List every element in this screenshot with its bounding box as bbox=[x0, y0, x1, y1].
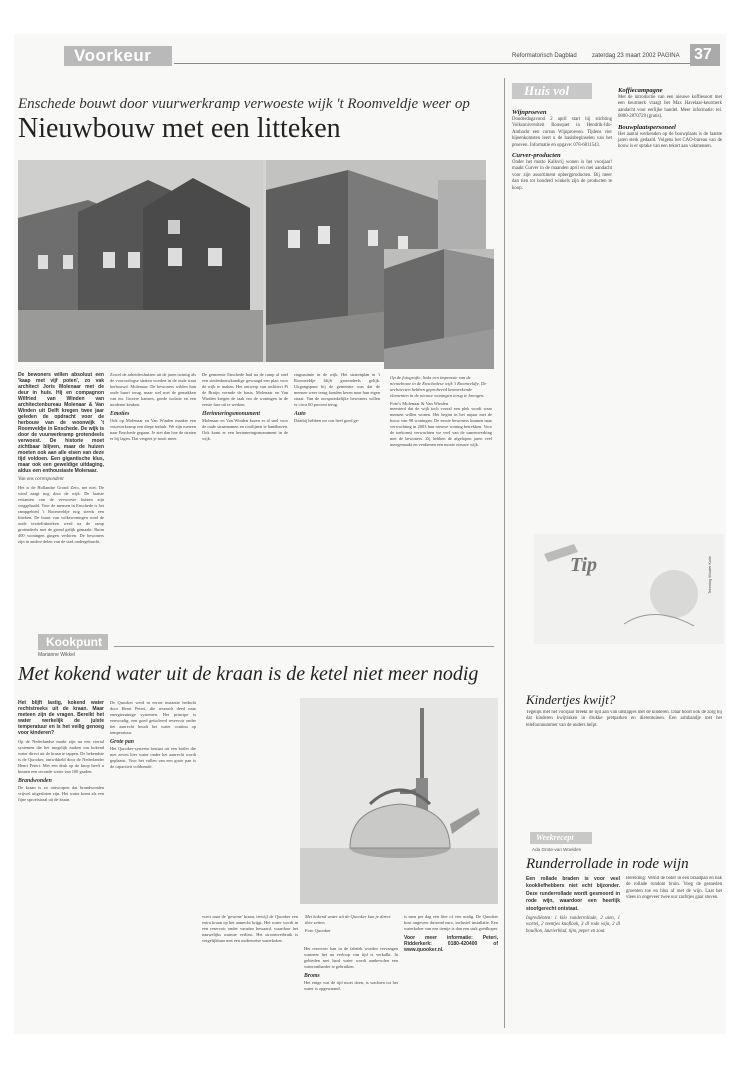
article1-subhead-auto: Auto bbox=[294, 411, 306, 417]
weekrecept-col2 bbox=[626, 876, 722, 1030]
article1-col2 bbox=[110, 372, 196, 642]
article2-headline: Met kokend water uit de kraan is de ketel niet meer nodig bbox=[18, 663, 479, 685]
article2-col1 bbox=[18, 700, 104, 1030]
article1-lead: De bewoners willen absoluut een 'kaap met vijf poten', zo vak architect Joris Molenaar met de deur in huis. Hij en compagnon Wilfried van Winden van architectenbureau Molenaar & Van Winden uit Delft kregen twee jaar geleden de opdracht voor de herbouw van de woonwijk 't Roomveldje in Enschede. De wijk is door de vuurwerkramp grotendeels verwoest. De historie moet zichtbaar blijven, maar de huizen moeten ook aan alle eisen van deze tijd voldoen. Een gigantische klus, maar ook een geweldige uitdaging, aldus een enthousiaste Molenaar. bbox=[18, 372, 104, 474]
huis-item4-text: Het aantal werkenden op de bouwplaats is de laatste jaren sterk gedaald. Volgens het CAO-bureau van de bouw is er sprake van een tekort aan vakmensen. bbox=[618, 131, 722, 150]
article2-col2-text: De Quooker werd in eerste instantie bedacht door Henri Peteri, die research deed naar energiezuinige systemen. Het principe is eenvoudig: een goed geïsoleerd reservoir onder het aanrecht houdt het water continu op temperatuur. bbox=[110, 700, 196, 735]
page-number: 37 bbox=[694, 46, 712, 63]
kinder-body: Tegelijk met het voorjaar breekt de tijd aan van uitstapjes met de kinderen. Daar hoort ook de zorg bij dat kinderen kwijtraken in drukke pretparken en dierentuinen. Een armbandje met het telefoonnummer van de ouders helpt. bbox=[526, 710, 722, 728]
huis-photo-credit: Tekening Wouter Kolm bbox=[708, 555, 712, 594]
article1-byline: Van ons correspondent bbox=[18, 477, 64, 482]
huis-item3-title: Koffiecampagne bbox=[618, 87, 663, 94]
paper-name: Reformatorisch Dagblad bbox=[512, 53, 577, 59]
article2-subhead-brandwonden: Brandwonden bbox=[18, 778, 52, 784]
tip-illustration bbox=[534, 534, 724, 644]
kinder-text bbox=[526, 710, 722, 820]
section-title: Voorkeur bbox=[74, 46, 152, 65]
article1-caption-text: Op de fotografie, links een impressie van de nieuwbouw in de Enschedese wijk 't Roomveldje. De architecten hebben geprobeerd kenmerkende elementen in de nieuwe woningen terug te brengen. bbox=[390, 375, 487, 398]
article2-subhead-broms: Broms bbox=[304, 973, 320, 979]
article1-caption bbox=[390, 375, 490, 407]
weekrecept-lead: Een rollade braden is voor veel kookliefhebbers niet echt bijzonder. Deze runderrollade wordt gesmoord in rode wijn, waardoor een heerlijk stoofgerecht ontstaat. bbox=[526, 876, 620, 912]
article1-col2-text2: Ook op Molenaar en Van Winden maakte een vuurwerkramp een diepe indruk. We zijn meteen naar Enschede gegaan. Je ziet dan hoe de straten er bij lagen. Dat vergeet je nooit meer. bbox=[110, 418, 196, 441]
kookpunt-title: Kookpunt bbox=[46, 635, 102, 649]
article1-col5 bbox=[390, 406, 492, 526]
article1-col5-text: meesterd dat de wijk toch vooral een plek wordt waar mensen willen wonen. Het begint in het najaar met de bouw van 98 woningen. De eerste bewoners kunnen naar verwachting in 2003 hun nieuwe woning betrekken. Voor de toekomst verwachten we veel van de samenwerking met de bewoners. Zij hebben de afgelopen jaren veel meegemaakt en verdienen een mooie nieuwe wijk. bbox=[390, 406, 492, 447]
article2-col2-text2: Het Quooker-systeem bestaat uit een boiler die met zeven liter water onder het aanrecht wordt geplaatst. Voor het vullen van een grote pan is de capaciteit voldoende. bbox=[110, 746, 196, 769]
photo-right-street bbox=[384, 249, 494, 369]
article2-col4 bbox=[304, 946, 398, 1030]
weekrecept-body: Bereiding: Verhit de boter in een braadpan en bak de rollade rondom bruin. Voeg de gesneden groenten toe en blus af met de wijn. Laat het vlees in ongeveer twee uur zachtjes gaar stoven. bbox=[626, 876, 722, 901]
article2-lead: Het blijft lastig, kokend water rechtstreeks uit de kraan. Maar meteen zijn de vragen. Bereikt het water werkelijk de juiste temperatuur en is het veilig genoeg voor kinderen? bbox=[18, 700, 104, 736]
article1-headline: Nieuwbouw met een litteken bbox=[18, 113, 341, 144]
article1-col3 bbox=[202, 372, 288, 642]
article1-col2-text: Zowel de arbeidershuizen uit de jaren twintig als de vooroorlogse straten worden in de oude trant herbouwd. Molenaar: De bewoners wilden hun oude buurt terug, maar wel met de gemakken van nu. Grotere kamers, goede isolatie en een moderne keuken. bbox=[110, 372, 196, 407]
column-divider bbox=[504, 78, 505, 1028]
article2-caption-credit: Foto Quooker bbox=[305, 928, 331, 933]
article1-col4 bbox=[294, 372, 380, 642]
article2-col3-text: voert naar de 'gewone' kraan, terwijl de Quooker een extra kraan op het aanrecht krijgt. Het water wordt in een reservoir onder vacuüm bewaard, waardoor het nauwelijks warmte verliest. Het stroomverbruik is vergelijkbaar met een ouderwetse waterkoker. bbox=[202, 914, 298, 943]
huis-col2 bbox=[618, 84, 722, 504]
article1-col3-text: De gemeente Enschede had na de ramp al snel een stedenbouwkundige gevraagd een plan voor de wijk te maken. Het ontwerp van architect Pi de Bruijn vormde de basis. Molenaar en Van Winden kregen de taak om de woningen in de eerste fase uit te werken. bbox=[202, 372, 288, 407]
huis-item1-title: Wijnproeven bbox=[512, 109, 547, 116]
kookpunt-rule bbox=[114, 646, 494, 647]
article2-col5-text: is men per dag een liter of vier nodig. De Quooker kost ongeveer duizend euro, inclusief installatie. Een waterkoker van een tientje is dan een stuk goedkoper. bbox=[404, 914, 498, 931]
masthead-rule bbox=[174, 63, 694, 64]
article2-col5 bbox=[404, 914, 498, 1030]
weekrecept-author: Ada Grote-van Woelden bbox=[532, 847, 582, 852]
huis-item1-text: Donderdagavond 2 april start bij stichting Volksuniversiteit Bousquet in Hendrik-Ido-Ambacht een cursus Wijnproeven. Tijdens vier bijeenkomsten leert u de basisbeginselen van het proeven. Informatie en opgave: 078-6811543. bbox=[512, 117, 612, 148]
article1-kicker: Enschede bouwt door vuurwerkramp verwoeste wijk 't Roomveldje weer op bbox=[18, 96, 470, 112]
article2-subhead-grote-pan: Grote pan bbox=[110, 739, 134, 745]
weekrecept-ingredients: Ingrediënten: 1 kilo runderrollade, 2 uien, 1 wortel, 2 teentjes knoflook, 3 dl rode wijn, 2 dl bouillon, laurierblad, tijm, peper en zout. bbox=[526, 916, 620, 934]
masthead bbox=[14, 34, 726, 68]
article2-col2 bbox=[110, 700, 196, 1030]
huis-item2-text: Onder het motto Kalkvrij wonen is het voorjaar! maakt Curver in de maanden april en mei aandacht voor zijn assortiment opbergproducten. Bij meer dan tien tot honderd winkels zijn de producten te koop. bbox=[512, 160, 612, 191]
article2-col4-text: Het reservoir kan in de fabriek worden vervangen wanneer het na verloop van tijd is verkalkt. In gebieden met hard water wordt aanbevolen een waterontharder te gebruiken. bbox=[304, 946, 398, 969]
article2-caption-text: Met kokend water uit de Quooker kun je direct thee zetten. bbox=[305, 914, 391, 925]
date-line: zaterdag 23 maart 2002 PAGINA bbox=[592, 53, 680, 59]
article2-col4-text2: Het enige wat de tijd moet doen, is wachten tot het water is opgewarmd. bbox=[304, 980, 398, 991]
article1-col1 bbox=[18, 372, 104, 642]
huis-item4-title: Bouwplaatspersoneel bbox=[618, 123, 676, 131]
huis-title: Huis vol bbox=[524, 83, 570, 98]
kookpunt-author: Marianne Wikkel bbox=[38, 652, 75, 658]
article2-col1-text2: De kraan is zo ontworpen dat brandwonden vrijwel uitgesloten zijn. Het water komt als een fijne sproeistraal uit de kraan. bbox=[18, 785, 104, 802]
tip-label: Tip bbox=[570, 554, 598, 576]
article1-col4-text2: Daarbij hebben we ons heel goed ge- bbox=[294, 418, 360, 423]
huis-item3-text: Met de introductie van een nieuwe koffiesoort met een keurmerk vraagt het Max Havelaar-keurmerk aandacht voor eerlijke handel. Meer informatie: tel. 0800-2870729 (gratis). bbox=[618, 95, 722, 120]
article1-subhead-monument: Herinneringsmonument bbox=[202, 411, 260, 417]
article1-subhead-emoties: Emoties bbox=[110, 411, 130, 417]
newspaper-page bbox=[14, 34, 726, 1034]
kinder-title: Kindertjes kwijt? bbox=[526, 692, 616, 707]
article1-col1-text: Het is de Hollandse Grond Zero, net niet. De wind zaagt nog door de wijk. De laatste restanten van de verwoeste huizen zijn weggehaald. Voor de mensen in Enschede is het rampgebied 't Roomveldje nog steeds een litteken. De buurt van volkswoningen rond de oude textielfabrieken werd na de ramp grotendeels met de grond gelijk gemaakt. Ruim 400 woningen gingen verloren. De bewoners zijn in andere delen van de stad ondergebracht. bbox=[18, 485, 104, 544]
article2-col3 bbox=[202, 914, 298, 1030]
article2-caption bbox=[305, 914, 395, 934]
article1-caption-credit: Foto's Molenaar & Van Winden bbox=[390, 401, 449, 406]
huis-col1 bbox=[512, 106, 612, 516]
article1-col3-text2: Molenaar en Van Winden kozen er al snel voor de oude straatnamen en rooilijnen te handhaven. Ook komt er een herinneringsmonument in de wijk. bbox=[202, 418, 288, 441]
weekrecept-col1 bbox=[526, 876, 620, 1030]
article1-col4-text: ringsruimte in de wijk. Het stratenplan in 't Roomveldje blijft grotendeels gelijk. Uitgangspunt bij de gemeente was dat de mensen weer terug konden keren naar hun eigen straat. Van de oorspronkelijke bewoners willen er circa 60 procent terug. bbox=[294, 372, 380, 407]
article2-contact: Voor meer informatie: Peteri, Ridderkerk: 0180-420400 of www.quooker.nl. bbox=[404, 935, 498, 953]
weekrecept-title: Runderrollade in rode wijn bbox=[526, 856, 689, 872]
photo-quooker-kettle bbox=[300, 698, 498, 904]
article2-col1-text: Op de Nederlandse markt zijn nu een viertal systemen die het mogelijk maken om kokend water direct uit de kraan te tappen. De bekendste is de Quooker, ontwikkeld door de Nederlander Henri Peteri. Met een druk op de knop heeft u binnen een seconde water van 100 graden. bbox=[18, 739, 104, 774]
huis-item2-title: Curver-producten bbox=[512, 152, 561, 160]
weekrecept-label: Weekrecept bbox=[536, 833, 574, 842]
